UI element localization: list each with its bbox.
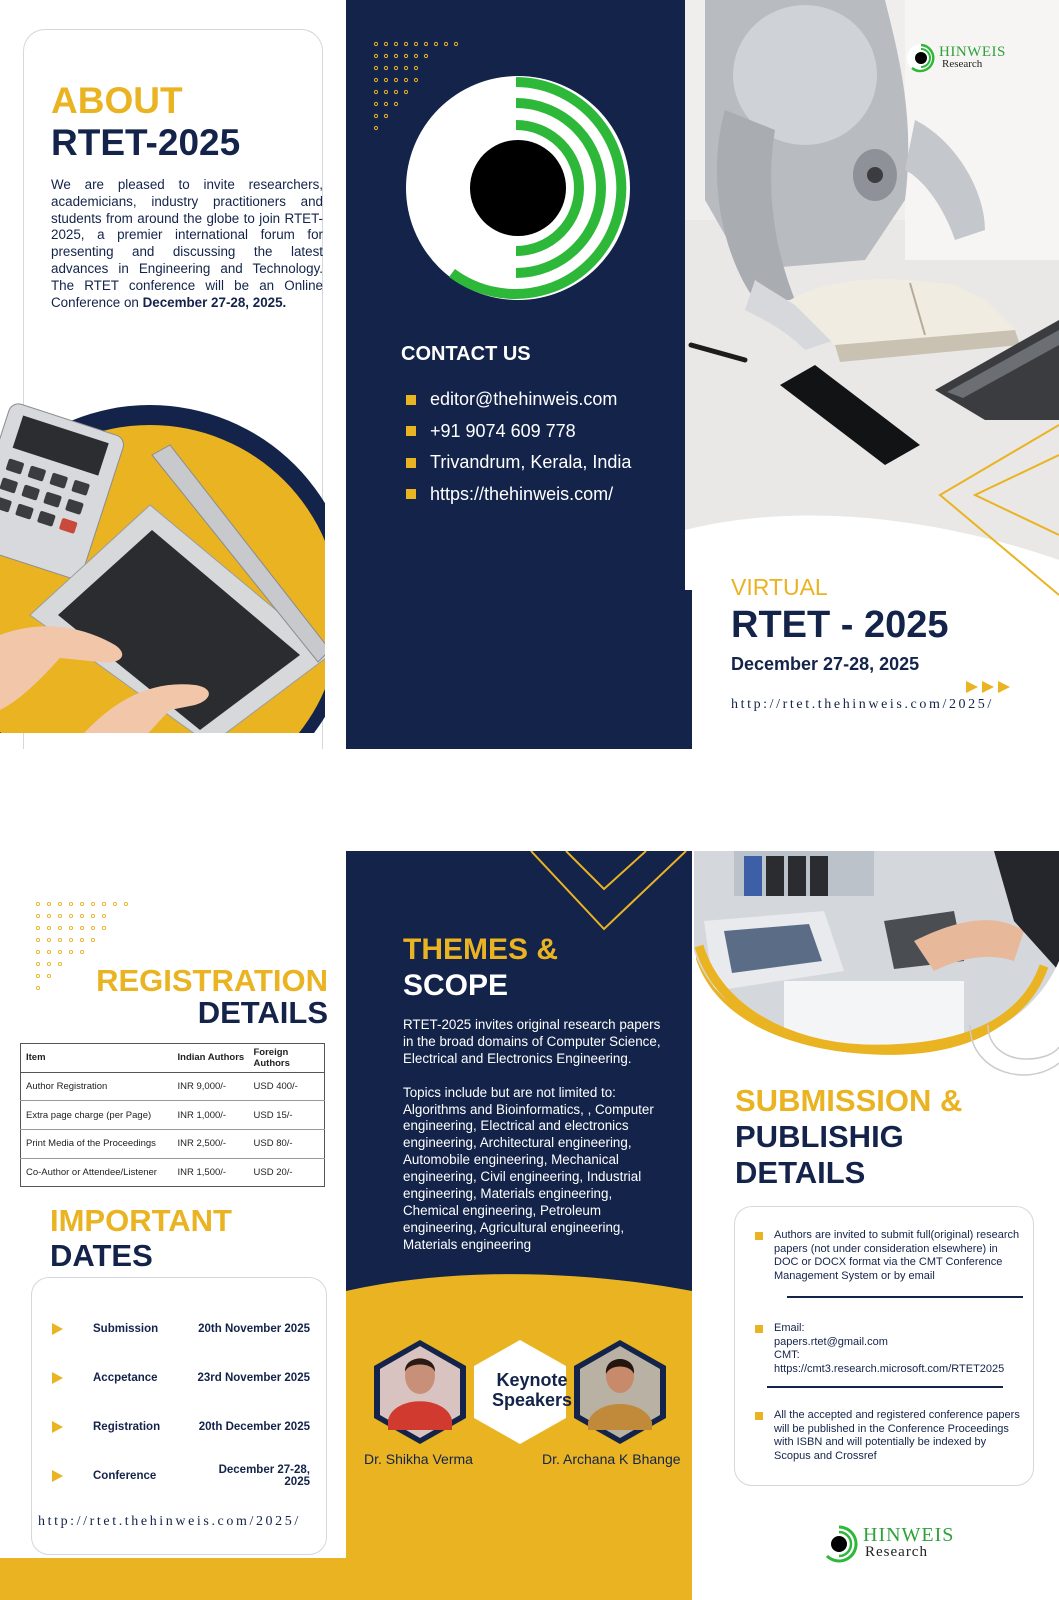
date-label: Conference [93, 1470, 157, 1482]
themes-heading-line1: THEMES & [403, 933, 559, 966]
fee-cell: USD 15/- [249, 1101, 325, 1130]
keynote-label [484, 1370, 580, 1410]
divider [787, 1296, 1023, 1298]
submission-item-3 [755, 1409, 1023, 1463]
bullet-icon [406, 489, 416, 499]
keynote-label-line2: Speakers [491, 1390, 573, 1410]
submission-item-2 [755, 1322, 1023, 1376]
play-icon [52, 1372, 63, 1384]
fee-cell: USD 20/- [253, 1167, 293, 1179]
date-value: 20th December 2025 [198, 1421, 310, 1433]
cover-title: RTET - 2025 [731, 604, 949, 646]
play-icon [52, 1470, 63, 1482]
fee-cell: Author Registration [21, 1072, 173, 1101]
bullet-icon [755, 1412, 763, 1420]
date-value: 20th November 2025 [198, 1323, 310, 1335]
about-heading [51, 80, 240, 164]
cover-date: December 27-28, 2025 [731, 654, 920, 674]
cover-logo-sub: Research [942, 58, 983, 70]
dates-heading-line1: IMPORTANT [50, 1203, 232, 1238]
bullet-icon [406, 395, 416, 405]
fee-col-item: Item [21, 1044, 173, 1073]
about-body: We are pleased to invite researchers, academicians, industry practitioners and students from around the globe to join RTET-2025, a premier international forum for presenting and discussing the latest advances in Engineering and Technology. The RTET conference will be an Online Conference on [51, 177, 323, 310]
fee-cell: Extra page charge (per Page) [21, 1101, 173, 1130]
themes-topics: Topics include but are not limited to: Algorithms and Bioinformatics, , Computer engineering, Electrical and electronics engineering, Architectural engineering, Automobile engineering, Mechanical engineering, Civil engineering, Industrial engineering, Materials engineering, Chemical engineering, Petroleum engineering, Agricultural engineering, Materials engineering [403, 1084, 654, 1252]
cover-logo-name: HINWEIS [939, 44, 1006, 60]
fee-cell: Co-Author or Attendee/Listener [26, 1167, 157, 1179]
fee-table [20, 1043, 325, 1187]
divider [767, 1386, 1003, 1388]
submission-heading [735, 1083, 962, 1191]
about-text [51, 177, 323, 311]
contact-item-location [406, 447, 631, 479]
contact-item-email[interactable] [406, 384, 631, 416]
bullet-icon [755, 1325, 763, 1333]
gold-footer-strip [0, 1558, 346, 1600]
date-row-submission [52, 1319, 312, 1339]
speaker2-name: Dr. Archana K Bhange [542, 1451, 681, 1467]
contact-item-phone[interactable] [406, 416, 631, 448]
footer-logo-name: HINWEIS [863, 1524, 955, 1546]
date-row-acceptance [52, 1368, 312, 1388]
date-row-conference [52, 1466, 312, 1486]
dates-heading-line2: DATES [50, 1238, 153, 1273]
play-arrows-icon [966, 680, 1014, 694]
fee-cell: USD 400/- [249, 1072, 325, 1101]
dates-url[interactable]: http://rtet.thehinweis.com/2025/ [38, 1514, 301, 1529]
fee-cell: USD 80/- [249, 1130, 325, 1159]
bullet-icon [406, 426, 416, 436]
table-row [21, 1101, 325, 1130]
cover-url[interactable]: http://rtet.thehinweis.com/2025/ [731, 697, 994, 712]
play-icon [52, 1421, 63, 1433]
footer-logo-sub: Research [865, 1544, 928, 1560]
table-row [21, 1158, 325, 1187]
registration-heading [96, 965, 328, 1029]
submission-heading-line3: DETAILS [735, 1155, 866, 1190]
play-icon [52, 1323, 63, 1335]
contact-email: editor@thehinweis.com [430, 389, 618, 410]
contact-item-website[interactable] [406, 479, 631, 511]
submission-cmt-label: CMT: [774, 1349, 800, 1361]
date-label: Submission [93, 1323, 159, 1335]
contact-location: Trivandrum, Kerala, India [430, 452, 632, 473]
fee-cell: INR 2,500/- [173, 1130, 249, 1159]
fee-table-header [21, 1044, 325, 1073]
hinweis-logo-large [406, 75, 636, 305]
about-heading-line1: ABOUT [51, 80, 183, 121]
contact-list [406, 384, 631, 510]
bullet-icon [755, 1232, 763, 1240]
registration-heading-line2: DETAILS [197, 995, 328, 1030]
contact-website: https://thehinweis.com/ [430, 483, 614, 504]
fee-col-foreign: Foreign Authors [249, 1044, 325, 1073]
themes-text [403, 1017, 668, 1254]
bullet-icon [406, 458, 416, 468]
registration-heading-line1: REGISTRATION [96, 963, 328, 998]
date-value: 23rd November 2025 [197, 1372, 310, 1384]
speaker1-name: Dr. Shikha Verma [364, 1451, 473, 1467]
date-value: December 27-28, 2025 [218, 1464, 310, 1488]
themes-intro: RTET-2025 invites original research papers in the broad domains of Computer Science, Electrical and Electronics Engineering. [403, 1017, 661, 1066]
keynote-label-line1: Keynote [496, 1370, 568, 1390]
themes-heading-line2: SCOPE [403, 969, 509, 1002]
contact-title: CONTACT US [401, 343, 531, 365]
ring-decoration [966, 1023, 1059, 1078]
footer-logo [819, 1524, 954, 1564]
submission-item-1 [755, 1229, 1023, 1283]
chevron-decoration [930, 415, 1059, 600]
date-label: Registration [93, 1421, 161, 1433]
table-row [21, 1130, 325, 1159]
themes-heading [403, 932, 558, 1004]
fee-cell: INR 1,000/- [173, 1101, 249, 1130]
submission-heading-line2: PUBLISHIG [735, 1119, 904, 1154]
hinweis-logo-icon [819, 1524, 859, 1564]
fee-cell: INR 1,500/- [177, 1167, 227, 1179]
table-row [21, 1072, 325, 1101]
fee-col-indian: Indian Authors [173, 1044, 249, 1073]
date-label: Accpetance [93, 1372, 158, 1384]
hinweis-logo-icon [905, 42, 937, 74]
dates-card [31, 1277, 327, 1555]
about-heading-line2: RTET-2025 [51, 122, 241, 163]
submission-cmt-link[interactable]: https://cmt3.research.microsoft.com/RTET2025 [774, 1362, 1005, 1375]
submission-text-1: Authors are invited to submit full(original) research papers (not under consideration elsewhere) in DOC or DOCX format via the CMT Conference Management System or by email [774, 1229, 1020, 1282]
cover-logo [905, 42, 1006, 74]
submission-text-3: All the accepted and registered conference papers will be published in the Conference Proceedings with ISBN and will potentially be indexed by Scopus and Crossref [774, 1409, 1020, 1462]
fee-cell: INR 9,000/- [173, 1072, 249, 1101]
fee-cell: Print Media of the Proceedings [21, 1130, 173, 1159]
date-row-registration [52, 1417, 312, 1437]
submission-card [734, 1206, 1034, 1486]
contact-phone: +91 9074 609 778 [430, 420, 576, 441]
dates-heading [50, 1203, 232, 1273]
laptop-illustration [0, 400, 330, 749]
submission-email[interactable]: papers.rtet@gmail.com [774, 1335, 888, 1348]
submission-email-label: Email: [774, 1322, 805, 1334]
submission-heading-line1: SUBMISSION & [735, 1083, 963, 1118]
about-date: December 27-28, 2025. [142, 294, 287, 310]
virtual-label: VIRTUAL [731, 574, 828, 600]
